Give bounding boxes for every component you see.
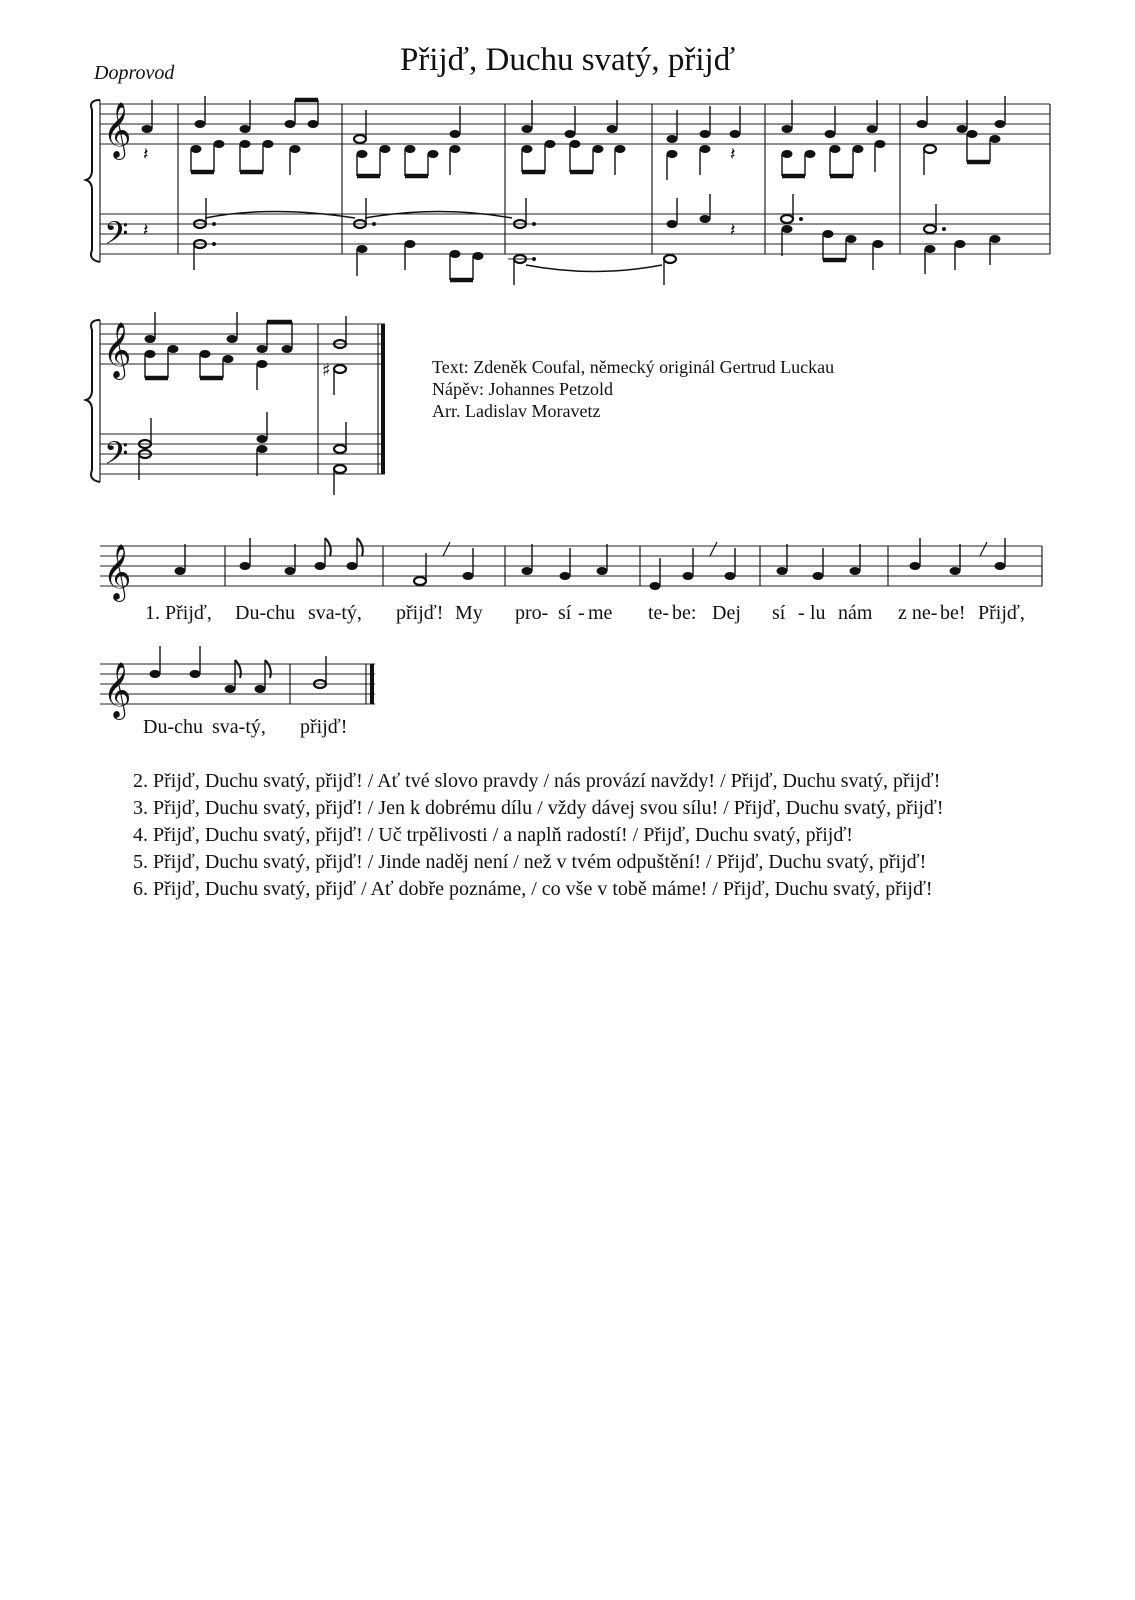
lyric-syllable: te- (648, 602, 670, 624)
verse-4: 4. Přijď, Duchu svatý, přijď! / Uč trpělivosti / a naplň radostí! / Přijď, Duchu svatý, přijď! (133, 824, 853, 846)
lyric-syllable: Přijď, (978, 602, 1025, 624)
lyric-syllable: - (798, 602, 805, 624)
verse-5: 5. Přijď, Duchu svatý, přijď! / Jinde naděj není / než v tvém odpuštění! / Přijď, Duchu svatý, přijď! (133, 851, 927, 873)
lyric-syllable: sí (772, 602, 786, 624)
lyric-syllable: přijď! (300, 716, 348, 738)
melody-staff-2 (100, 664, 375, 704)
verse-6: 6. Přijď, Duchu svatý, přijď / Ať dobře poznáme, / co vše v tobě máme! / Přijď, Duchu svatý, přijď! (133, 878, 933, 900)
system-2-treble-staff (100, 324, 385, 364)
lyric-syllable: me (588, 602, 613, 624)
system-2-notes (139, 312, 346, 495)
lyric-syllable: pro- (515, 602, 549, 624)
credits-block (432, 356, 834, 422)
treble-clef-icon: 𝄞 (103, 102, 132, 158)
melody-2-notes (150, 646, 327, 693)
melody-treble-clef-icon: 𝄞 (103, 544, 132, 600)
lyric-syllable: Dej (712, 602, 741, 624)
credit-arranger: Arr. Ladislav Moravetz (432, 401, 601, 421)
verse-2: 2. Přijď, Duchu svatý, přijď! / Ať tvé slovo pravdy / nás provází navždy! / Přijď, Duchu svatý, přijď! (133, 770, 941, 792)
system-1-brace (86, 100, 100, 262)
lyric-syllable: be: (672, 602, 697, 624)
svg-text:𝄽: 𝄽 (730, 144, 736, 165)
melody-treble-clef-icon-2: 𝄞 (103, 662, 132, 718)
lyric-syllable: z ne- (898, 602, 938, 624)
lyric-syllable: nám (838, 602, 873, 624)
treble-clef-icon-2: 𝄞 (103, 322, 132, 378)
svg-text:𝄽: 𝄽 (730, 220, 736, 241)
lyric-syllable: Du-chu (143, 716, 203, 738)
system-1-bass-staff (100, 214, 1050, 254)
credit-melody: Nápěv: Johannes Petzold (432, 379, 613, 399)
bass-clef-icon: 𝄢 (104, 215, 129, 259)
verses-list (133, 768, 944, 903)
lyric-syllable: be! (940, 602, 966, 624)
song-title: Přijď, Duchu svatý, přijď (399, 42, 736, 78)
lyric-syllable: přijď! (396, 602, 444, 624)
lyric-syllable: sva-tý, (212, 716, 266, 738)
lyric-syllable: Du-chu (235, 602, 295, 624)
lyric-syllable: sva-tý, (308, 602, 362, 624)
lyric-syllable: sí (558, 602, 572, 624)
bass-clef-icon-2: 𝄢 (104, 435, 129, 479)
lyric-syllable: My (455, 602, 483, 624)
part-label: Doprovod (94, 62, 175, 84)
system-2-barlines (318, 324, 383, 474)
svg-text:𝄽: 𝄽 (143, 144, 149, 165)
lyric-syllable: 1. Přijď, (145, 602, 212, 624)
credit-text-author: Text: Zdeněk Coufal, německý originál Gertrud Luckau (432, 357, 835, 377)
lyric-syllable: lu (810, 602, 826, 624)
svg-text:♯: ♯ (322, 360, 331, 381)
lyric-syllable: - (578, 602, 585, 624)
system-2-brace (86, 320, 100, 482)
verse-3: 3. Přijď, Duchu svatý, přijď! / Jen k dobrému dílu / vždy dávej svou sílu! / Přijď, Duchu svatý, přijď! (133, 797, 944, 819)
svg-text:𝄽: 𝄽 (143, 220, 149, 241)
